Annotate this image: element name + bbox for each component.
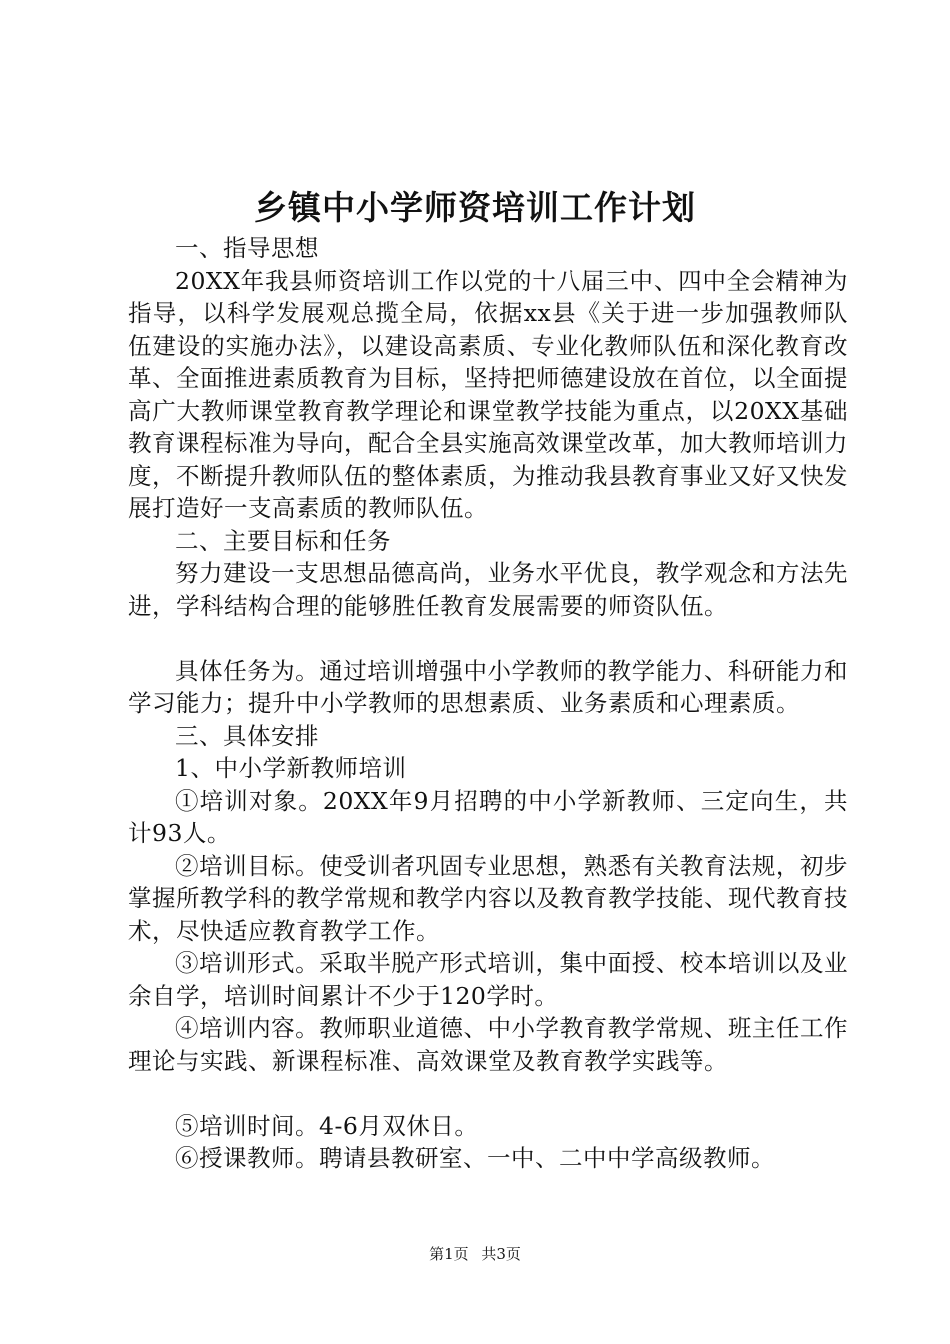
list-item-training-time: ⑤培训时间。4-6月双休日。	[175, 1111, 479, 1140]
paragraph-spacer	[128, 622, 848, 655]
list-item-training-target: ①培训对象。20XX年9月招聘的中小学新教师、三定向生，共计93人。	[128, 786, 848, 847]
paragraph-specific-tasks: 具体任务为。通过培训增强中小学教师的教学能力、科研能力和学习能力；提升中小学教师的思想素质、业务素质和心理素质。	[128, 656, 848, 717]
list-item-training-content: ④培训内容。教师职业道德、中小学教育教学常规、班主任工作理论与实践、新课程标准、高效课堂及教育教学实践等。	[128, 1014, 848, 1075]
subheading-new-teacher-training: 1、中小学新教师培训	[175, 754, 407, 782]
list-item-training-goal: ②培训目标。使受训者巩固专业思想，熟悉有关教育法规，初步掌握所教学科的教学常规和教学内容以及教育教学技能、现代教育技术，尽快适应教育教学工作。	[128, 851, 848, 945]
section-heading-guiding-ideology: 一、指导思想	[175, 234, 319, 262]
paragraph-guiding-ideology: 20XX年我县师资培训工作以党的十八届三中、四中全会精神为指导，以科学发展观总揽全局，依据xx县《关于进一步加强教师队伍建设的实施办法》，以建设高素质、专业化教师队伍和深化教育改革、全面推进素质教育为目标，坚持把师德建设放在首位，以全面提高广大教师课堂教育教学理论和课堂教学技能为重点，以20XX基础教育课程标准为导向，配合全县实施高效课堂改革，加大教师培训力度，不断提升教师队伍的整体素质，为推动我县教育事业又好又快发展打造好一支高素质的教师队伍。	[128, 266, 848, 522]
section-heading-arrangements: 三、具体安排	[175, 721, 319, 750]
page-total: 共3页	[481, 1245, 521, 1263]
list-item-instructors: ⑥授课教师。聘请县教研室、一中、二中中学高级教师。	[175, 1144, 775, 1172]
paragraph-spacer	[128, 1077, 848, 1110]
document-body	[128, 232, 848, 1175]
page-footer	[0, 1244, 950, 1264]
document-title: 乡镇中小学师资培训工作计划	[254, 188, 696, 227]
paragraph-goals: 努力建设一支思想品德高尚，业务水平优良，教学观念和方法先进，学科结构合理的能够胜任教育发展需要的师资队伍。	[128, 559, 848, 620]
page-number: 第1页	[429, 1245, 469, 1263]
list-item-training-form: ③培训形式。采取半脱产形式培训，集中面授、校本培训以及业余自学，培训时间累计不少于120学时。	[128, 949, 848, 1010]
section-heading-goals-tasks: 二、主要目标和任务	[175, 526, 391, 555]
